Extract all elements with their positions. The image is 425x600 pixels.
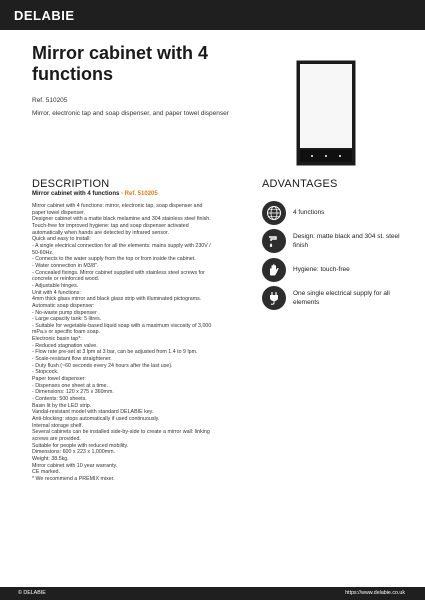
description-line: Vandal-resistant model with standard DELABIE key. — [32, 409, 154, 416]
description-line: Anti-blocking: stops automatically if used continuously. — [32, 416, 160, 422]
description-line: - Duty flush (~60 seconds every 24 hours after the last use). — [32, 362, 173, 369]
description-line: paper towel dispenser. — [32, 209, 86, 216]
description-line: Quick and easy to install: — [32, 236, 91, 243]
footer-bar — [0, 587, 425, 600]
product-reference: Ref. 510205 — [32, 97, 68, 104]
description-line: Mirror cabinet with 10 year warranty. — [32, 462, 118, 469]
description-line: - Large capacity tank: 5 litres. — [32, 316, 102, 323]
description-line: automatically when hands are detected by infrared sensor. — [32, 229, 169, 236]
description-line: Designer cabinet with a matte black melamine and 304 stainless steel finish. — [32, 216, 211, 223]
description-line: Several cabinets can be installed side-by-side to create a mirror wall: linking — [32, 429, 210, 436]
description-line: Paper towel dispenser: — [32, 376, 86, 383]
description-line: - Stopcock. — [32, 369, 59, 376]
description-line: 4mm thick glass mirror and black glass strip with illuminated pictograms. — [32, 296, 202, 303]
advantage-item: Hygiene: touch-free — [262, 258, 412, 288]
advantage-item: One single electrical supply for all elements — [262, 286, 412, 316]
description-line: - A single electrical connection for all the elements: mains supply with 230V / — [32, 242, 211, 249]
description-body — [32, 203, 244, 483]
description-line: - Adjustable hinges. — [32, 282, 79, 289]
description-line: mPa.s or specific foam soap. — [32, 329, 101, 336]
description-line: CE marked. — [32, 469, 60, 476]
product-summary: Mirror, electronic tap and soap dispenser, and paper towel dispenser — [32, 110, 229, 117]
advantages-heading: ADVANTAGES — [262, 178, 338, 190]
footer-website-link[interactable]: https://www.delabie.co.uk — [345, 590, 405, 596]
description-heading: DESCRIPTION — [32, 178, 110, 190]
description-line: - Connects to the water supply from the top or from inside the cabinet. — [32, 256, 196, 263]
description-line: Unit with 4 functions: — [32, 289, 81, 296]
advantage-item: 4 functions — [262, 201, 412, 231]
description-line: Automatic soap dispenser: — [32, 302, 95, 309]
description-subtitle: Mirror cabinet with 4 functions - Ref. 510205 — [32, 191, 158, 197]
plug-icon — [262, 286, 286, 310]
product-image — [296, 60, 356, 166]
page-title: Mirror cabinet with 4 functions — [32, 43, 209, 84]
description-line: - Water connection in M3/8". — [32, 262, 99, 269]
description-line: Mirror cabinet with 4 functions: mirror, electronic tap, soap dispenser and — [32, 203, 203, 209]
hand-icon — [262, 258, 286, 282]
description-line: - No-waste pump dispenser — [32, 309, 97, 316]
globe-icon — [262, 201, 286, 225]
header-bar — [0, 0, 425, 30]
drop-icon — [262, 229, 286, 253]
description-line: - Dimensions: 120 x 275 x 360mm. — [32, 389, 114, 396]
footer-copyright: © DELABIE — [18, 590, 46, 596]
description-line: Suitable for people with reduced mobility. — [32, 442, 129, 449]
brand-logo: DELABIE — [14, 8, 75, 23]
description-line: - Concealed fixings. Mirror cabinet supplied with stainless steel screws for — [32, 269, 205, 276]
description-line: Touch-free for improved hygiene: tap and soap dispenser activated — [32, 222, 189, 229]
description-line: concrete or reinforced wood. — [32, 276, 100, 283]
description-line: - Dispenses one sheet at a time. — [32, 382, 108, 389]
description-line: - Suitable for vegetable-based liquid soap with a maximum viscosity of 3,000 — [32, 322, 212, 329]
description-line: Dimensions: 600 x 223 x 1,000mm. — [32, 449, 116, 456]
description-line: - Contents: 500 sheets. — [32, 396, 87, 403]
description-line: screws are provided. — [32, 435, 81, 442]
description-line: Basin lit by the LED strip. — [32, 402, 92, 409]
description-line: Internal storage shelf. — [32, 422, 83, 429]
description-line: 50-60Hz. — [32, 249, 54, 256]
description-line: Electronic basin tap*: — [32, 336, 82, 343]
description-line: * We recommend a PREMIX mixer. — [32, 475, 115, 482]
description-line: - Scale-resistant flow straightener. — [32, 356, 112, 363]
description-line: Weight: 38.5kg. — [32, 455, 69, 462]
advantage-item: Design: matte black and 304 st. steel finish — [262, 229, 412, 259]
description-line: - Flow rate pre-set at 3 lpm at 3 bar, can be adjusted from 1.4 to 9 lpm. — [32, 349, 198, 356]
description-line: - Reduced stagnation valve. — [32, 342, 98, 349]
